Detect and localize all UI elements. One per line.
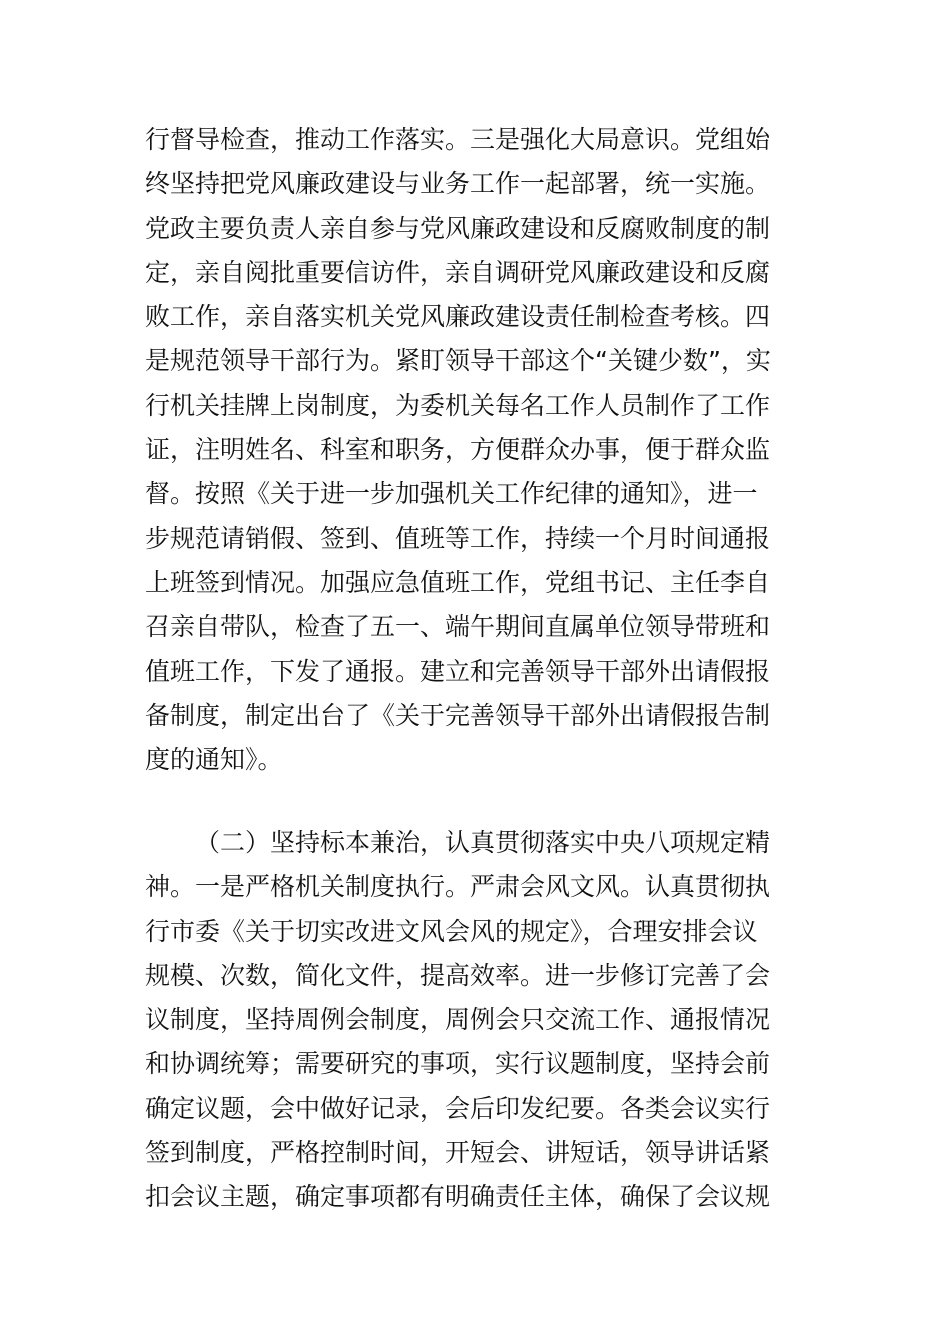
paragraph-line: 议制度，坚持周例会制度，周例会只交流工作、通报情况 bbox=[145, 1005, 771, 1035]
paragraph-line: 行市委《关于切实改进文风会风的规定》，合理安排会议 bbox=[145, 916, 758, 946]
paragraph-line: 备制度，制定出台了《关于完善领导干部外出请假报告制 bbox=[145, 700, 771, 730]
paragraph-line: 督。按照《关于进一步加强机关工作纪律的通知》，进一 bbox=[145, 479, 758, 509]
paragraph-line: 行督导检查，推动工作落实。三是强化大局意识。党组始 bbox=[145, 125, 771, 154]
paragraph-line: 扣会议主题，确定事项都有明确责任主体，确保了会议规 bbox=[145, 1182, 771, 1212]
paragraph-line: 是规范领导干部行为。紧盯领导干部这个“关键少数”，实 bbox=[145, 346, 771, 376]
paragraph-line: 行机关挂牌上岗制度，为委机关每名工作人员制作了工作 bbox=[145, 390, 771, 420]
paragraph-2 bbox=[145, 821, 805, 1220]
paragraph-first-line: （二）坚持标本兼治，认真贯彻落实中央八项规定精 bbox=[195, 828, 771, 857]
paragraph-line: 度的通知》。 bbox=[145, 745, 283, 775]
paragraph-line: 签到制度，严格控制时间，开短会、讲短话，领导讲话紧 bbox=[145, 1138, 771, 1168]
paragraph-line: 证，注明姓名、科室和职务，方便群众办事，便于群众监 bbox=[145, 435, 771, 465]
paragraph-line: 和协调统筹；需要研究的事项，实行议题制度，坚持会前 bbox=[145, 1049, 771, 1079]
paragraph-line: 值班工作，下发了通报。建立和完善领导干部外出请假报 bbox=[145, 656, 771, 686]
paragraph-line: 神。一是严格机关制度执行。严肃会风文风。认真贯彻执 bbox=[145, 872, 771, 902]
paragraph-line: 败工作，亲自落实机关党风廉政建设责任制检查考核。四 bbox=[145, 302, 771, 332]
paragraph-line: 定，亲自阅批重要信访件，亲自调研党风廉政建设和反腐 bbox=[145, 257, 771, 287]
paragraph-line: 上班签到情况。加强应急值班工作，党组书记、主任李自 bbox=[145, 567, 771, 597]
paragraph-line: 召亲自带队，检查了五一、端午期间直属单位领导带班和 bbox=[145, 612, 771, 642]
paragraph-line: 确定议题，会中做好记录，会后印发纪要。各类会议实行 bbox=[145, 1093, 771, 1123]
paragraph-1 bbox=[145, 118, 805, 782]
paragraph-line: 终坚持把党风廉政建设与业务工作一起部署，统一实施。 bbox=[145, 169, 771, 199]
paragraph-line: 规模、次数，简化文件，提高效率。进一步修订完善了会 bbox=[145, 960, 771, 990]
paragraph-line: 步规范请销假、签到、值班等工作，持续一个月时间通报 bbox=[145, 523, 771, 553]
paragraph-line: 党政主要负责人亲自参与党风廉政建设和反腐败制度的制 bbox=[145, 213, 771, 243]
